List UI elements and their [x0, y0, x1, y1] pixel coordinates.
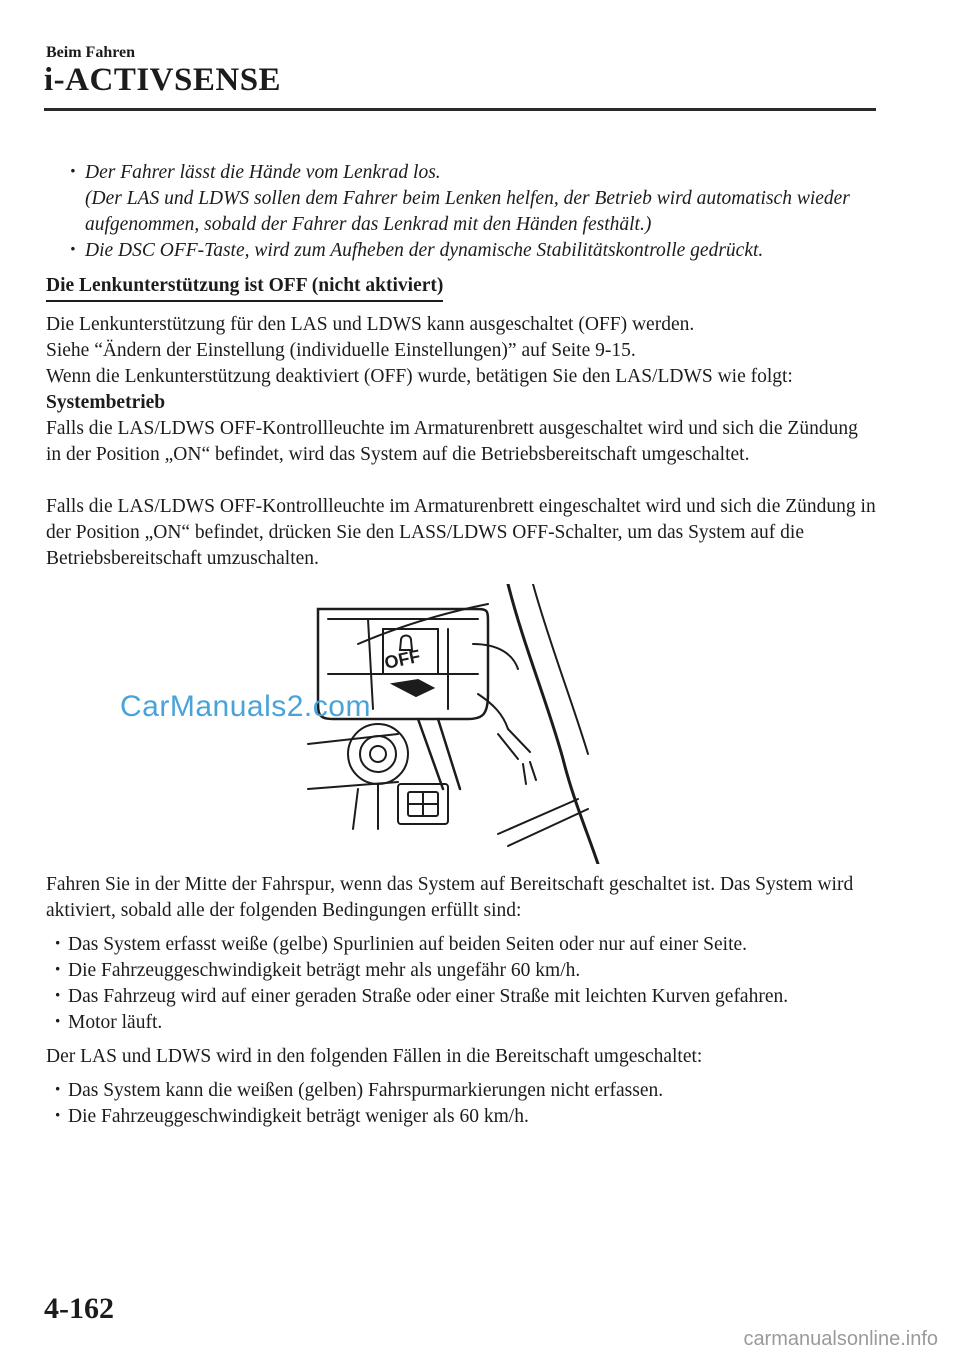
intro-list [46, 160, 876, 264]
section-label: Beim Fahren [46, 44, 136, 61]
paragraph: Falls die LAS/LDWS OFF-Kontrollleuchte im Armaturenbrett ausgeschaltet wird und sich die Zündung in der Position „ON“ befindet, wird das System auf die Betriebsbereitschaft umgeschaltet. [46, 418, 858, 465]
list-item: · Die Fahrzeuggeschwindigkeit beträgt mehr als ungefähr 60 km/h. [46, 958, 876, 984]
list-item: · Das System kann die weißen (gelben) Fahrspurmarkierungen nicht erfassen. [46, 1078, 876, 1104]
site-watermark: carmanualsonline.info [743, 1328, 938, 1350]
page-title: i-ACTIVSENSE [44, 62, 282, 98]
paragraph: Die Lenkunterstützung für den LAS und LDWS kann ausgeschaltet (OFF) werden. [46, 314, 695, 335]
paragraph: Der LAS und LDWS wird in den folgenden Fällen in die Bereitschaft umgeschaltet: [46, 1046, 703, 1067]
watermark: CarManuals2.com [120, 690, 371, 723]
header-divider [44, 108, 876, 111]
page-content [46, 160, 876, 1130]
paragraph: Falls die LAS/LDWS OFF-Kontrollleuchte im Armaturenbrett eingeschaltet wird und sich die Zündung in der Position „ON“ befindet, drücken Sie den LASS/LDWS OFF-Schalter, um das System auf die Betriebsbereitschaft umzuschalten. [46, 496, 876, 569]
list-item: · Motor läuft. [46, 1010, 876, 1036]
conditions-list [46, 932, 876, 1036]
list-item: · Das System erfasst weiße (gelbe) Spurlinien auf beiden Seiten oder nur auf einer Seite. [46, 932, 876, 958]
paragraph: Fahren Sie in der Mitte der Fahrspur, wenn das System auf Bereitschaft geschaltet ist. Das System wird aktiviert, sobald alle der folgenden Bedingungen erfüllt sind: [46, 874, 854, 921]
sub-heading: Systembetrieb [46, 392, 166, 413]
page-number: 4-162 [44, 1292, 114, 1325]
switch-illustration [298, 584, 628, 864]
standby-list [46, 1078, 876, 1130]
dashboard-drawing [298, 584, 628, 864]
list-item: · Das Fahrzeug wird auf einer geraden Straße oder einer Straße mit leichten Kurven gefahren. [46, 984, 876, 1010]
list-item: · Die Fahrzeuggeschwindigkeit beträgt weniger als 60 km/h. [46, 1104, 876, 1130]
switch-off-label: OFF [382, 645, 423, 673]
list-item: · Der Fahrer lässt die Hände vom Lenkrad los. [46, 160, 876, 186]
list-item: · Die DSC OFF-Taste, wird zum Aufheben der dynamische Stabilitätskontrolle gedrückt. [46, 238, 876, 264]
intro-note: (Der LAS und LDWS sollen dem Fahrer beim Lenken helfen, der Betrieb wird automatisch wieder aufgenommen, sobald der Fahrer das Lenkrad mit den Händen festhält.) [85, 188, 850, 235]
section-heading: Die Lenkunterstützung ist OFF (nicht aktiviert) [46, 274, 443, 302]
cross-reference: Siehe “Ändern der Einstellung (individuelle Einstellungen)” auf Seite 9-15. [46, 340, 636, 361]
paragraph: Wenn die Lenkunterstützung deaktiviert (OFF) wurde, betätigen Sie den LAS/LDWS wie folgt: [46, 366, 793, 387]
